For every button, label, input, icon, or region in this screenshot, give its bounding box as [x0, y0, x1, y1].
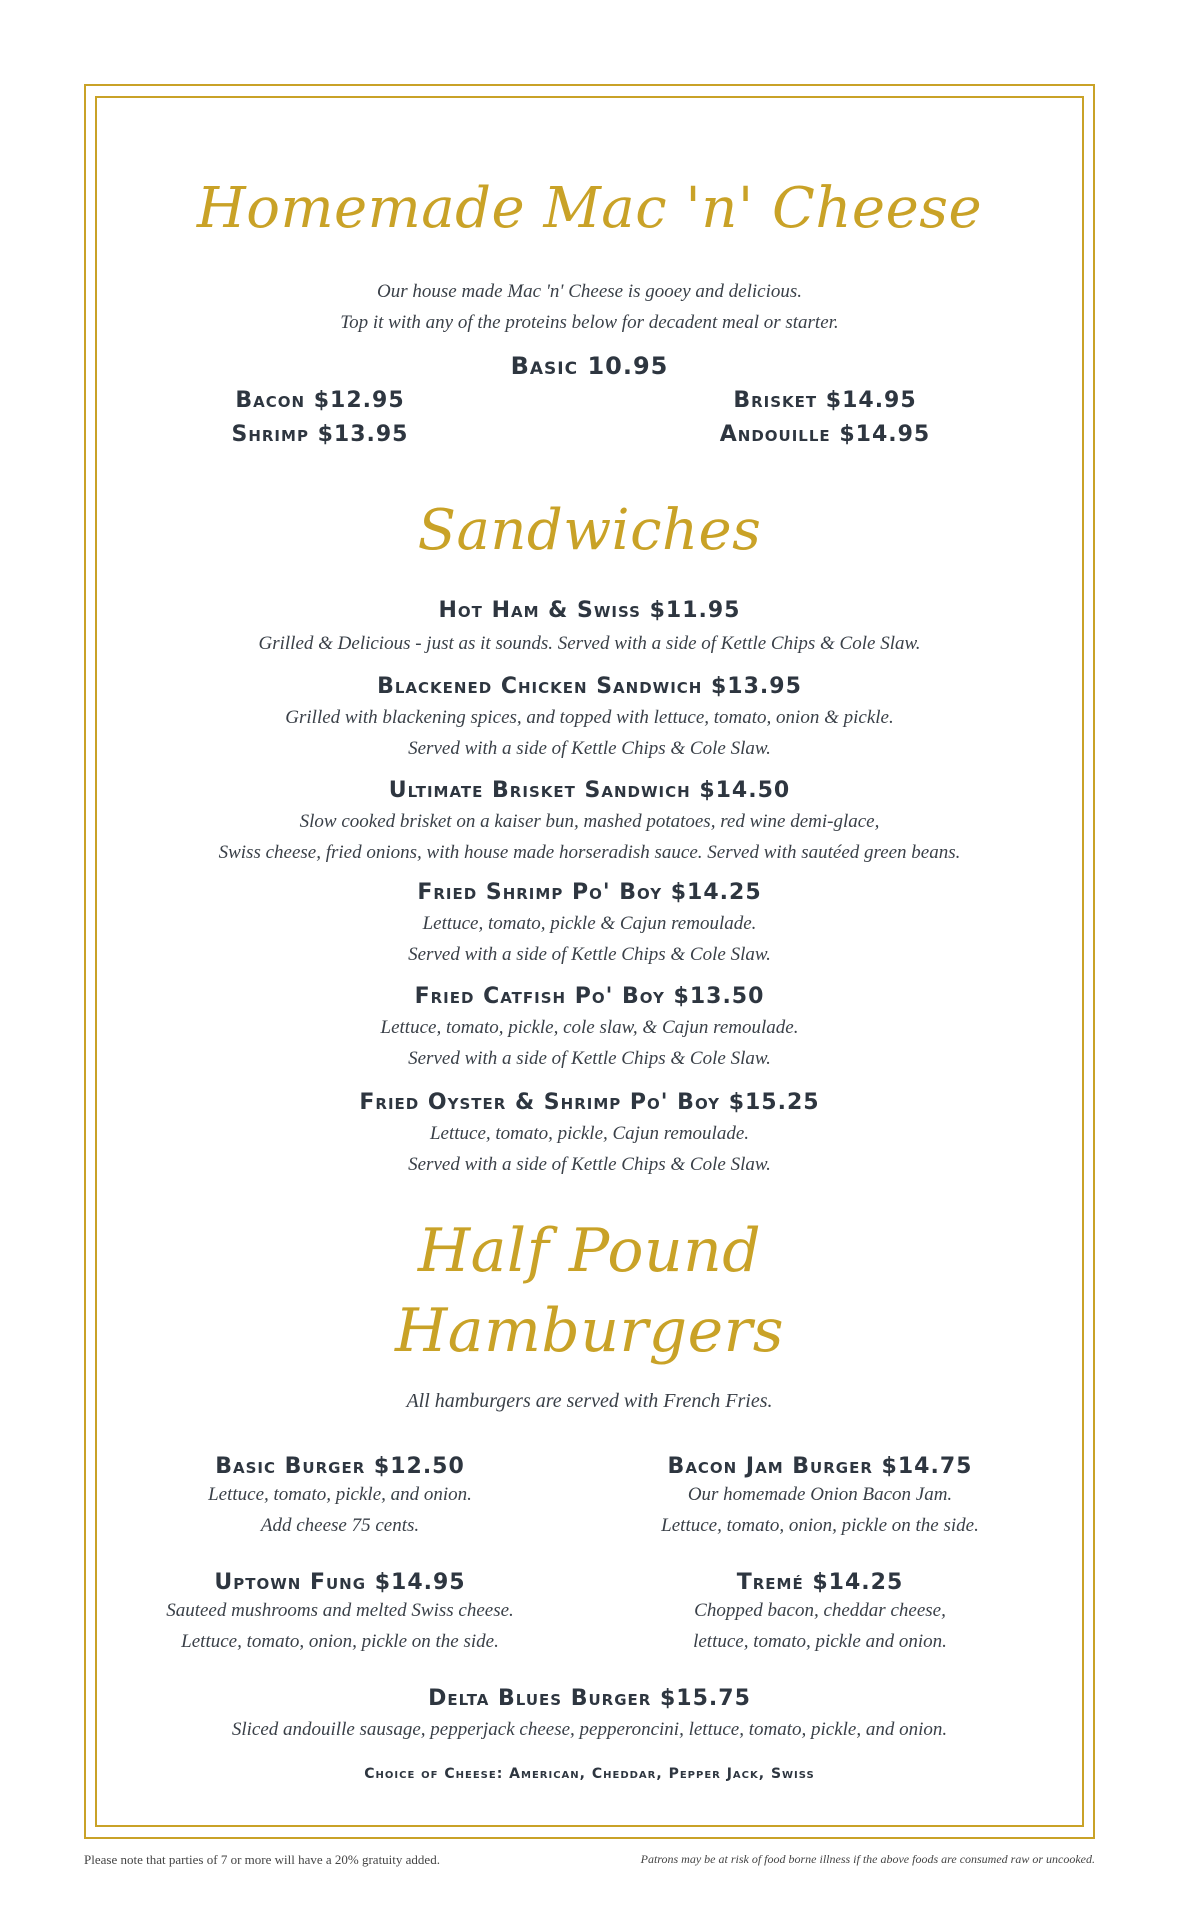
sandwich-name: Blackened Chicken Sandwich $13.95	[377, 674, 802, 699]
mac-desc: Our house made Mac 'n' Cheese is gooey and delicious. Top it with any of the proteins below for decadent meal or starter.	[340, 281, 839, 333]
sandwich-name: Ultimate Brisket Sandwich $14.50	[388, 778, 791, 803]
burger-item	[635, 1570, 1005, 1657]
burger-desc: Chopped bacon, cheddar cheese, lettuce, tomato, pickle and onion.	[693, 1600, 947, 1652]
sandwich-desc: Lettuce, tomato, pickle, Cajun remoulade. Served with a side of Kettle Chips & Cole Slaw.	[408, 1123, 771, 1175]
sandwich-desc: Grilled & Delicious - just as it sounds. Served with a side of Kettle Chips & Cole Slaw.	[258, 633, 921, 654]
mac-basic-price: Basic 10.95	[510, 352, 669, 380]
sandwich-name: Hot Ham & Swiss $11.95	[438, 598, 741, 623]
mac-title: Homemade Mac 'n' Cheese	[196, 176, 983, 241]
burger-name: Basic Burger $12.50	[215, 1454, 465, 1479]
burger-desc: Sliced andouille sausage, pepperjack cheese, pepperoncini, lettuce, tomato, pickle, and onion.	[231, 1719, 948, 1740]
mac-option-andouille: Andouille $14.95	[719, 422, 931, 447]
burger-desc: Sauteed mushrooms and melted Swiss cheese. Lettuce, tomato, onion, pickle on the side.	[166, 1600, 514, 1652]
sandwich-desc: Slow cooked brisket on a kaiser bun, mashed potatoes, red wine demi-glace, Swiss cheese, fried onions, with house made horseradish sauce. Served with sautéed green beans.	[218, 811, 961, 863]
menu-content	[95, 96, 1084, 1827]
burger-item	[155, 1454, 525, 1541]
mac-option-bacon: Bacon $12.95	[235, 388, 405, 413]
sandwich-name: Fried Shrimp Po' Boy $14.25	[417, 880, 762, 905]
burger-name: Tremé $14.25	[736, 1570, 904, 1595]
sandwich-desc: Grilled with blackening spices, and topped with lettuce, tomato, onion & pickle. Served with a side of Kettle Chips & Cole Slaw.	[285, 707, 894, 759]
cheese-choice: Choice of Cheese: American, Cheddar, Pepper Jack, Swiss	[364, 1766, 815, 1782]
burger-name: Uptown Fung $14.95	[214, 1570, 466, 1595]
burger-desc: Lettuce, tomato, pickle, and onion. Add cheese 75 cents.	[208, 1484, 472, 1536]
mac-option-shrimp: Shrimp $13.95	[231, 422, 409, 447]
burger-name: Delta Blues Burger $15.75	[428, 1686, 751, 1711]
burger-name: Bacon Jam Burger $14.75	[667, 1454, 973, 1479]
mac-option-brisket: Brisket $14.95	[733, 388, 917, 413]
sandwich-desc: Lettuce, tomato, pickle & Cajun remoulade. Served with a side of Kettle Chips & Cole Slaw.	[408, 913, 771, 965]
sandwich-name: Fried Oyster & Shrimp Po' Boy $15.25	[359, 1090, 820, 1115]
gratuity-note: Please note that parties of 7 or more will have a 20% gratuity added.	[84, 1852, 440, 1867]
sandwich-name: Fried Catfish Po' Boy $13.50	[414, 984, 765, 1009]
burgers-subtitle: All hamburgers are served with French Fries.	[406, 1390, 773, 1412]
burgers-title: Half Pound Hamburgers	[394, 1216, 785, 1366]
burger-item	[155, 1570, 525, 1657]
burger-item	[635, 1454, 1005, 1541]
burger-desc: Our homemade Onion Bacon Jam. Lettuce, tomato, onion, pickle on the side.	[661, 1484, 979, 1536]
sandwich-desc: Lettuce, tomato, pickle, cole slaw, & Cajun remoulade. Served with a side of Kettle Chips & Cole Slaw.	[380, 1017, 799, 1069]
food-warning: Patrons may be at risk of food borne illness if the above foods are consumed raw or uncooked.	[640, 1852, 1095, 1866]
sandwiches-title: Sandwiches	[417, 498, 762, 563]
